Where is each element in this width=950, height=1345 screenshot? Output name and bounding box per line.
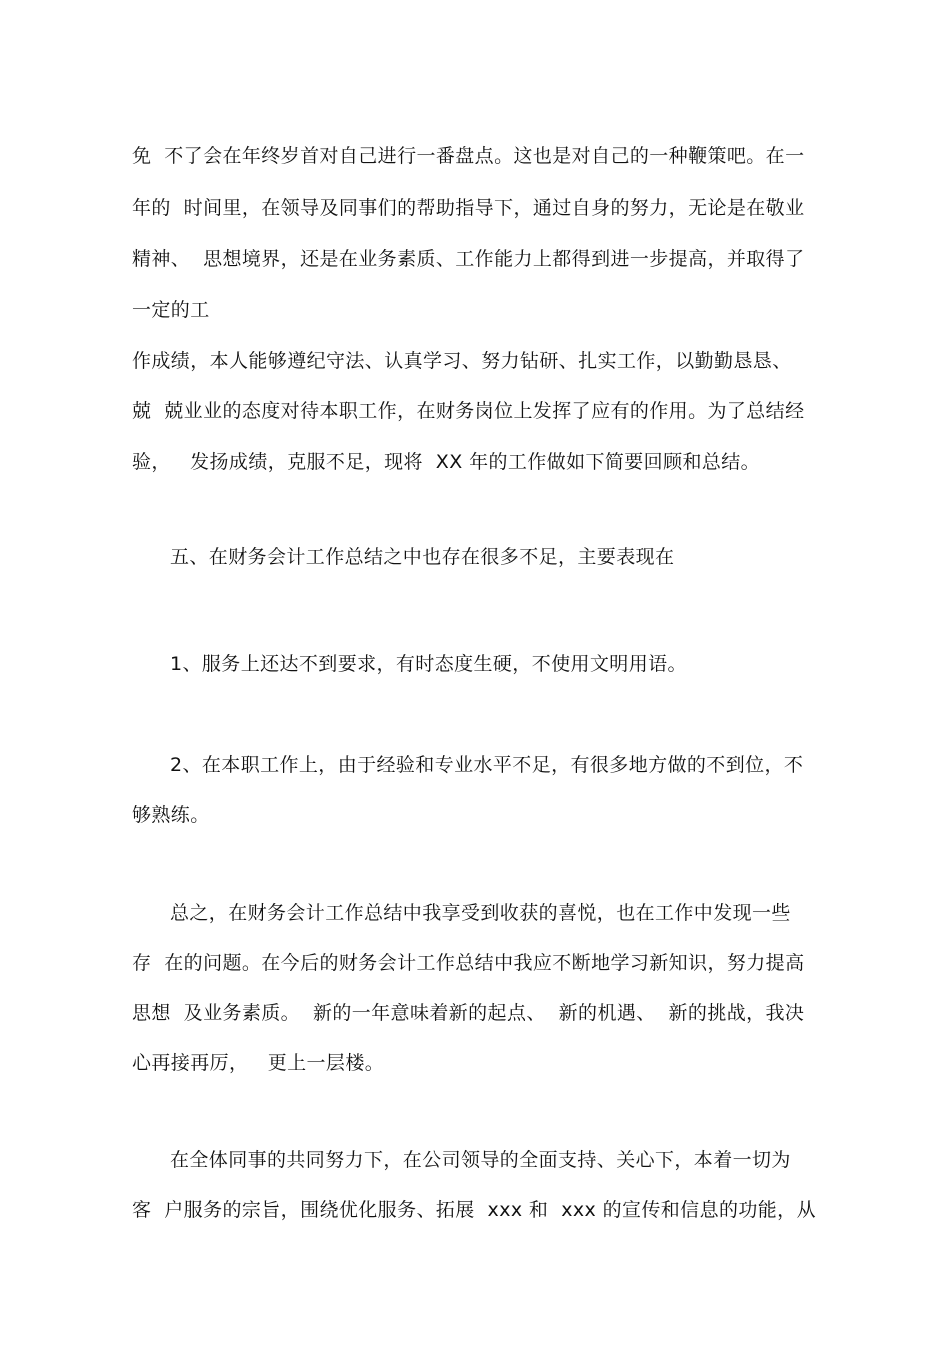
paragraph-line: 兢 兢业业的态度对待本职工作，在财务岗位上发挥了应有的作用。为了总结经 (132, 400, 805, 422)
paragraph-line: 精神、 思想境界，还是在业务素质、工作能力上都得到进一步提高，并取得了 (132, 248, 805, 270)
paragraph-line: 一定的工 (132, 299, 210, 321)
list-item: 1、服务上还达不到要求，有时态度生硬，不使用文明用语。 (170, 653, 687, 675)
paragraph-line: 在全体同事的共同努力下，在公司领导的全面支持、关心下，本着一切为 (170, 1149, 791, 1171)
paragraph-line: 年的 时间里，在领导及同事们的帮助指导下，通过自身的努力，无论是在敬业 (132, 197, 805, 219)
section-heading: 五、在财务会计工作总结之中也存在很多不足，主要表现在 (170, 546, 675, 568)
paragraph-line: 客 户服务的宗旨，围绕优化服务、拓展 xxx 和 xxx 的宣传和信息的功能，从 (132, 1199, 816, 1221)
list-item: 2、在本职工作上，由于经验和专业水平不足，有很多地方做的不到位，不 (170, 754, 804, 776)
paragraph-line: 总之，在财务会计工作总结中我享受到收获的喜悦，也在工作中发现一些 (170, 902, 791, 924)
paragraph-line: 存 在的问题。在今后的财务会计工作总结中我应不断地学习新知识，努力提高 (132, 952, 805, 974)
paragraph-line: 思想 及业务素质。 新的一年意味着新的起点、 新的机遇、 新的挑战，我决 (132, 1002, 805, 1024)
paragraph-line: 验， 发扬成绩，克服不足，现将 XX 年的工作做如下简要回顾和总结。 (132, 451, 761, 473)
paragraph-line: 心再接再厉， 更上一层楼。 (132, 1052, 385, 1074)
paragraph-line: 免 不了会在年终岁首对自己进行一番盘点。这也是对自己的一种鞭策吧。在一 (132, 145, 805, 167)
list-item-continuation: 够熟练。 (132, 804, 210, 826)
paragraph-line: 作成绩，本人能够遵纪守法、认真学习、努力钻研、扎实工作，以勤勤恳恳、 (132, 350, 792, 372)
